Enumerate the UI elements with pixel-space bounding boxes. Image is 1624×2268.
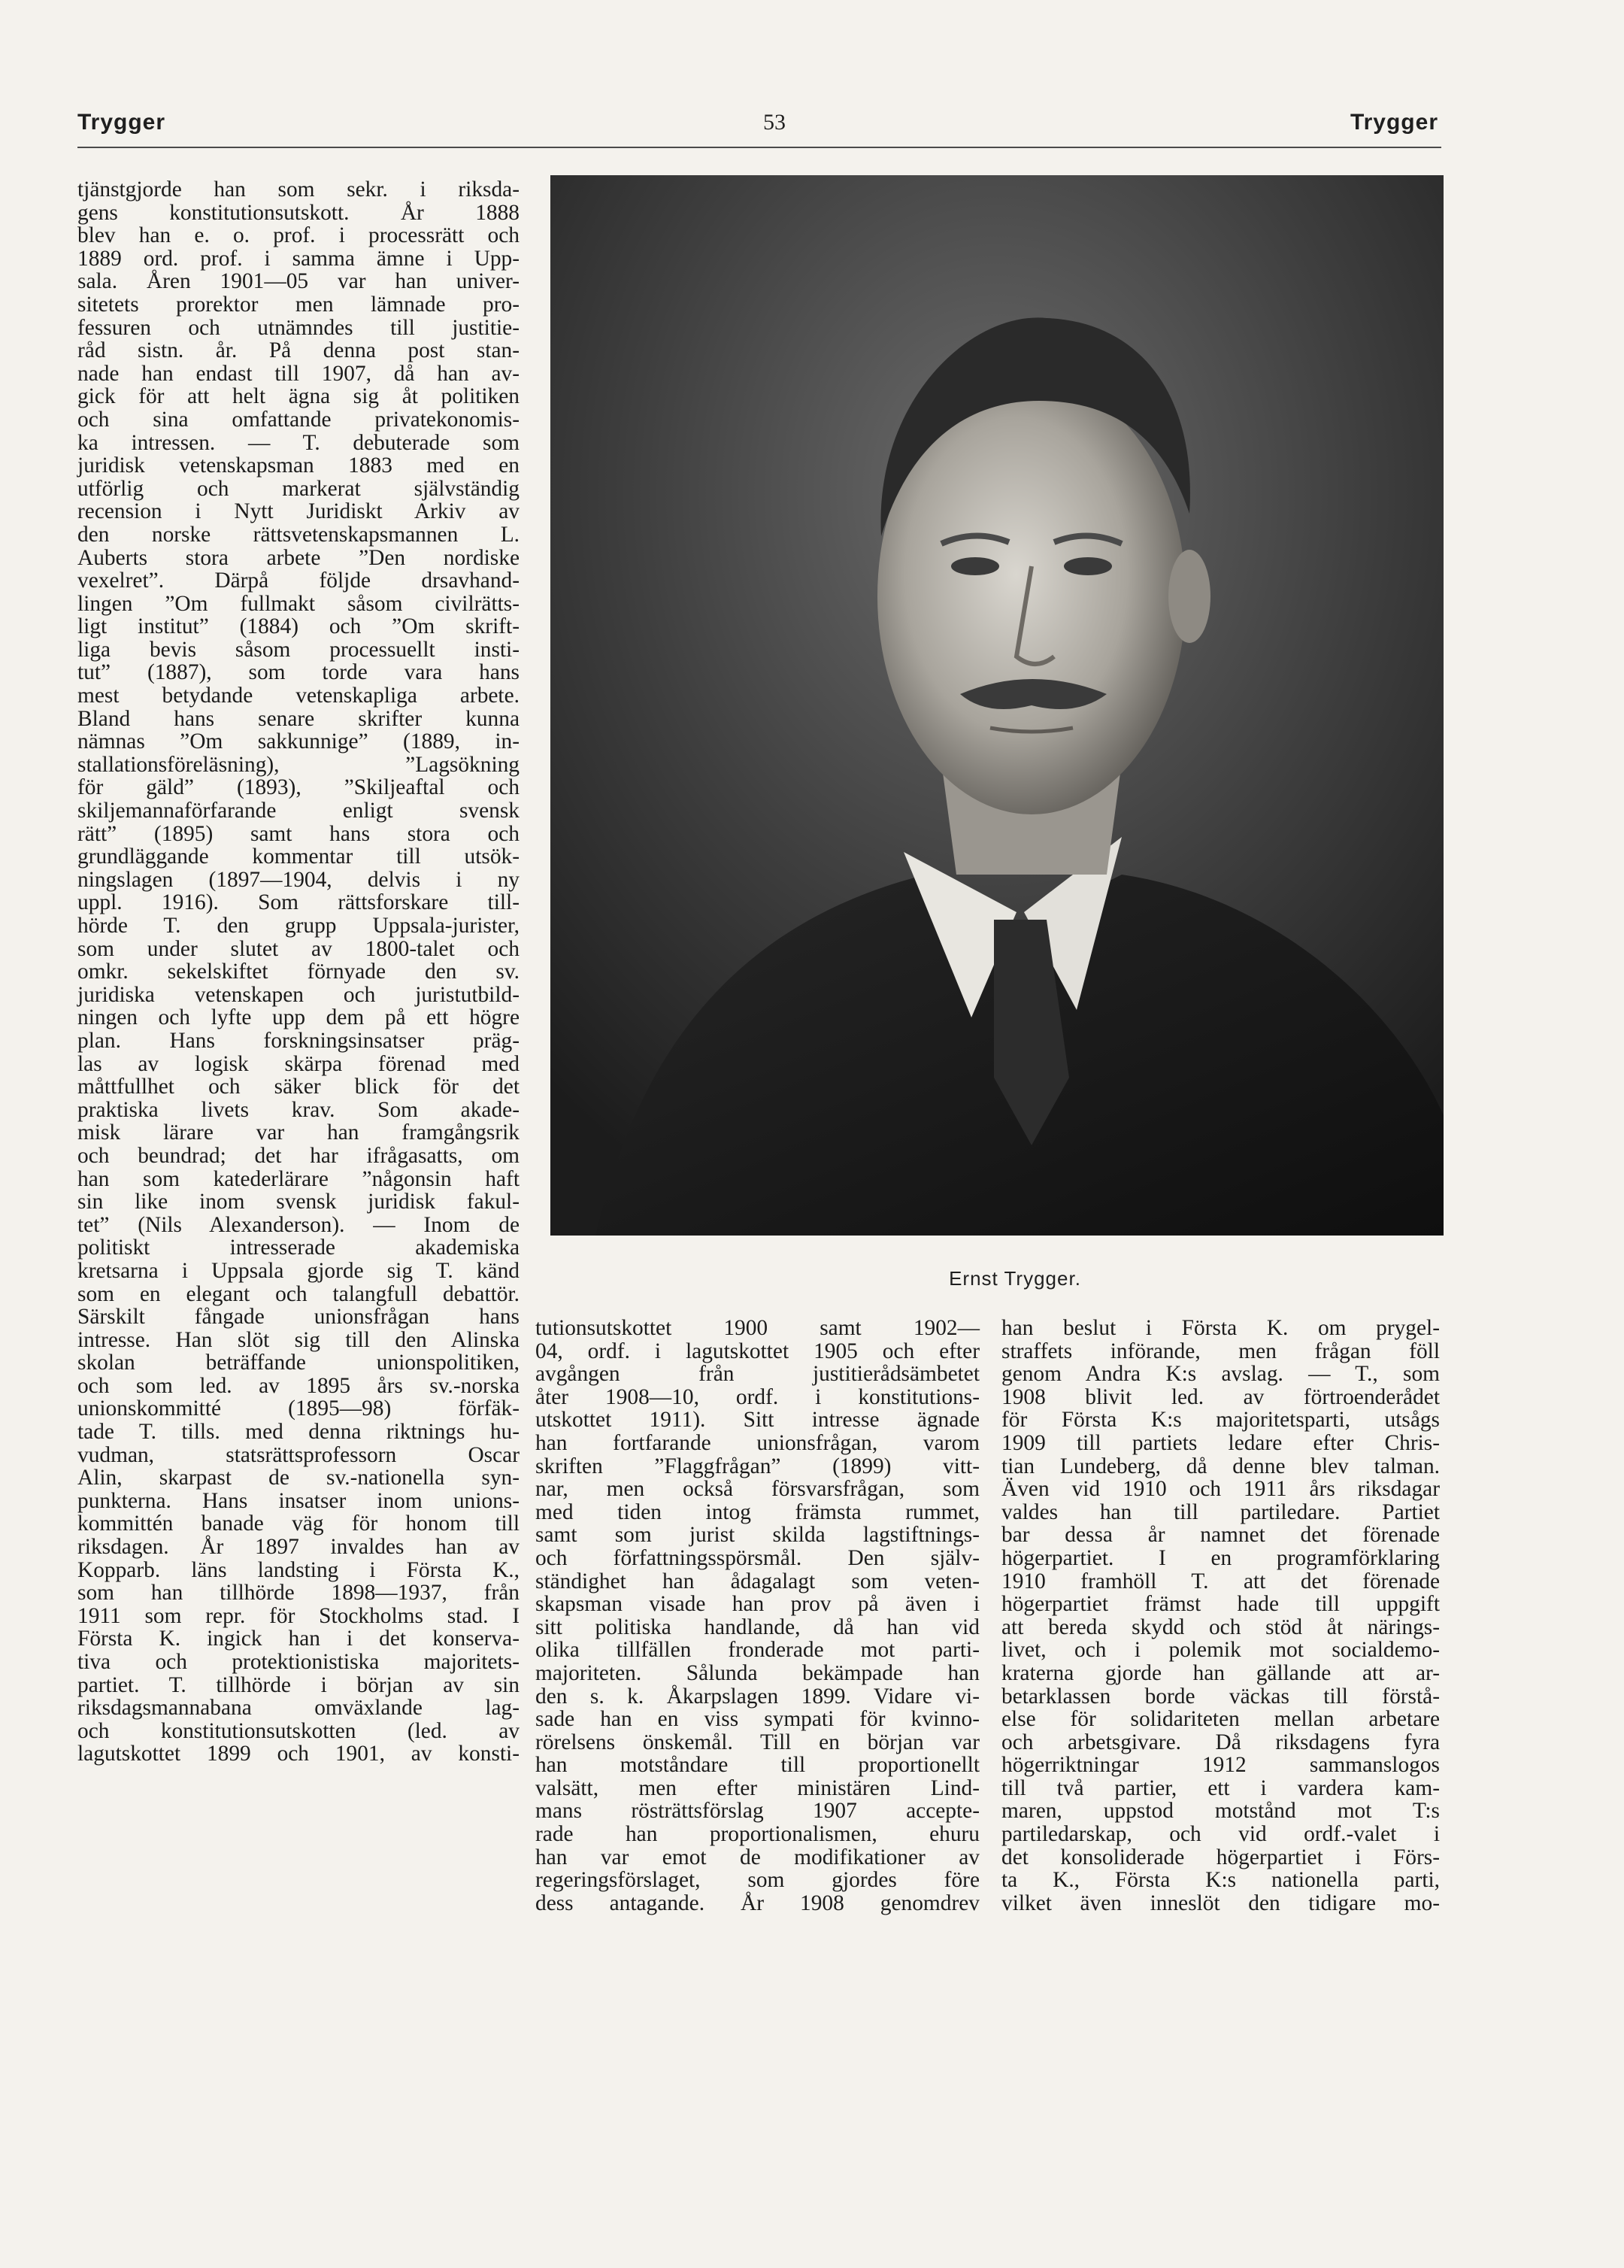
text-line: nar, men också försvarsfrågan, som [535,1477,980,1502]
text-line: han var emot de modifikationer av [535,1845,980,1869]
text-line: liga bevis såsom processuellt insti- [77,637,520,662]
portrait-photo [550,175,1444,1236]
text-line: dess antagande. År 1908 genomdrev [535,1891,980,1915]
text-line: måttfullhet och säker blick för det [77,1075,520,1099]
text-line: Särskilt fångade unionsfrågan hans [77,1305,520,1330]
text-line: samt som jurist skilda lagstiftnings- [535,1523,980,1548]
text-line: tade T. tills. med denna riktnings hu- [77,1420,520,1445]
text-line: lagutskottet 1899 och 1901, av konsti- [77,1742,520,1766]
text-line: högerpartiet. I en programförklaring [1001,1545,1440,1570]
text-line: han fortfarande unionsfrågan, varom [535,1430,980,1455]
text-line: ningslagen (1897—1904, delvis i ny [77,867,520,892]
header-rule [77,147,1441,148]
text-line: utförlig och markerat självständig [77,476,520,501]
text-line: recension i Nytt Juridiskt Arkiv av [77,499,520,524]
text-line: kraterna gjorde han gällande att ar- [1001,1660,1440,1685]
text-line: skapsman visade han prov på även i [535,1592,980,1617]
text-line: att bereda skydd och stöd åt närings- [1001,1615,1440,1639]
text-line: och som led. av 1895 års sv.-norska [77,1373,520,1398]
text-line: nämnas ”Om sakkunnige” (1889, in- [77,729,520,754]
text-line: straffets införande, men frågan föll [1001,1339,1440,1363]
text-line: skriften ”Flaggfrågan” (1899) vitt- [535,1454,980,1478]
page-number: 53 [763,110,786,135]
text-line: och arbetsgivare. Då riksdagens fyra [1001,1730,1440,1754]
text-line: else för solidariteten mellan arbetare [1001,1707,1440,1732]
text-line: mans rösträttsförslag 1907 accepte- [535,1799,980,1824]
text-line: praktiska livets krav. Som akade- [77,1097,520,1122]
text-line: han som katederlärare ”någonsin haft [77,1166,520,1191]
text-line: utskottet 1911). Sitt intresse ägnade [535,1408,980,1433]
text-line: ligt institut” (1884) och ”Om skrift- [77,614,520,639]
text-line: 1910 framhöll T. att det förenade [1001,1569,1440,1593]
text-line: punkterna. Hans insatser inom unions- [77,1488,520,1513]
text-line: som under slutet av 1800-talet och [77,936,520,961]
text-line: och beundrad; det har ifrågasatts, om [77,1143,520,1168]
text-line: bar dessa år namnet det förenade [1001,1523,1440,1548]
text-line: och sina omfattande privatekonomis- [77,407,520,432]
text-line: tian Lundeberg, då denne blev talman. [1001,1454,1440,1478]
text-line: ka intressen. — T. debuterade som [77,430,520,455]
text-line: ningen och lyfte upp dem på ett högre [77,1005,520,1030]
text-line: livet, och i polemik mot socialdemo- [1001,1638,1440,1663]
text-line: och författningsspörsmål. Den själv- [535,1545,980,1570]
text-line: 04, ordf. i lagutskottet 1905 och efter [535,1339,980,1363]
text-line: råd sistn. år. På denna post stan- [77,338,520,363]
text-line: riksdagen. År 1897 invaldes han av [77,1535,520,1560]
text-line: plan. Hans forskningsinsatser präg- [77,1028,520,1053]
text-line: tjänstgjorde han som sekr. i riksda- [77,177,520,202]
text-line: juridisk vetenskapsman 1883 med en [77,453,520,478]
text-line: tet” (Nils Alexanderson). — Inom de [77,1212,520,1237]
text-line: rätt” (1895) samt hans stora och [77,821,520,846]
text-line: regeringsförslaget, som gjordes före [535,1868,980,1893]
text-line: unionskommitté (1895—98) förfäk- [77,1396,520,1421]
text-line: genom Andra K:s avslag. — T., som [1001,1362,1440,1387]
text-line: 1911 som repr. för Stockholms stad. I [77,1603,520,1628]
text-line: han beslut i Första K. om prygel- [1001,1316,1440,1340]
text-line: valsätt, men efter ministären Lind- [535,1775,980,1800]
text-line: sade han en viss sympati för kvinno- [535,1707,980,1732]
text-line: vudman, statsrättsprofessorn Oscar [77,1442,520,1467]
text-line: gens konstitutionsutskott. År 1888 [77,200,520,225]
text-line: grundläggande kommentar till utsök- [77,844,520,869]
text-line: åter 1908—10, ordf. i konstitutions- [535,1384,980,1409]
text-line: 1889 ord. prof. i samma ämne i Upp- [77,246,520,271]
text-line: blev han e. o. prof. i processrätt och [77,223,520,248]
text-line: nade han endast till 1907, då han av- [77,361,520,386]
text-line: som en elegant och talangfull debattör. [77,1281,520,1306]
text-line: kommittén banade väg för honom till [77,1511,520,1536]
text-line: och konstitutionsutskotten (led. av [77,1718,520,1743]
text-line: hörde T. den grupp Uppsala-jurister, [77,914,520,938]
text-line: rade han proportionalismen, ehuru [535,1822,980,1847]
text-line: vilket även inneslöt den tidigare mo- [1001,1891,1440,1915]
text-line: kretsarna i Uppsala gjorde sig T. känd [77,1258,520,1283]
text-line: partiledarskap, och vid ordf.-valet i [1001,1822,1440,1847]
text-line: fessuren och utnämndes till justitie- [77,315,520,340]
text-line: gick för att helt ägna sig åt politiken [77,384,520,409]
text-line: uppl. 1916). Som rättsforskare till- [77,890,520,915]
text-line: ständighet han ådagalagt som veten- [535,1569,980,1593]
text-line: högerpartiet främst hade till uppgift [1001,1592,1440,1617]
text-line: högerriktningar 1912 sammanslogos [1001,1753,1440,1778]
text-line: majoriteten. Sålunda bekämpade han [535,1660,980,1685]
text-column-left [77,178,520,1766]
text-line: det konsoliderade högerpartiet i Förs- [1001,1845,1440,1869]
text-line: tutionsutskottet 1900 samt 1902— [535,1316,980,1340]
text-line: juridiska vetenskapen och juristutbild- [77,982,520,1007]
text-line: den s. k. Åkarpslagen 1899. Vidare vi- [535,1684,980,1709]
text-line: Auberts stora arbete ”Den nordiske [77,545,520,570]
text-line: Första K. ingick han i det konserva- [77,1627,520,1651]
text-column-middle [535,1317,980,1915]
text-line: maren, uppstod motstånd mot T:s [1001,1799,1440,1824]
text-line: tiva och protektionistiska majoritets- [77,1650,520,1674]
text-line: lingen ”Om fullmakt såsom civilrätts- [77,591,520,616]
text-line: ta K., Första K:s nationella parti, [1001,1868,1440,1893]
text-line: han motståndare till proportionellt [535,1753,980,1778]
text-line: Alin, skarpast de sv.-nationella syn- [77,1466,520,1490]
text-line: avgången från justitierådsämbetet [535,1362,980,1387]
text-line: den norske rättsvetenskapsmannen L. [77,522,520,547]
text-line: valdes han till partiledare. Partiet [1001,1499,1440,1524]
text-line: till två partier, ett i vardera kam- [1001,1775,1440,1800]
text-line: mest betydande vetenskapliga arbete. [77,684,520,708]
text-line: stallationsföreläsning), ”Lagsökning [77,752,520,777]
text-line: rörelsens önskemål. Till en början var [535,1730,980,1754]
text-line: skolan beträffande unionspolitiken, [77,1351,520,1375]
text-line: intresse. Han slöt sig till den Alinska [77,1327,520,1352]
text-line: partiet. T. tillhörde i början av sin [77,1672,520,1697]
text-line: som han tillhörde 1898—1937, från [77,1581,520,1605]
text-line: sitt politiska handlande, då han vid [535,1615,980,1639]
text-line: vexelret”. Därpå följde drsavhand- [77,569,520,593]
text-line: Bland hans senare skrifter kunna [77,706,520,731]
text-line: för Första K:s majoritetsparti, utsågs [1001,1408,1440,1433]
text-line: sala. Åren 1901—05 var han univer- [77,269,520,294]
text-line: Även vid 1910 och 1911 års riksdagar [1001,1477,1440,1502]
text-line: omkr. sekelskiftet förnyade den sv. [77,960,520,984]
text-line: tut” (1887), som torde vara hans [77,660,520,685]
running-header-left: Trygger [77,110,166,135]
text-line: sitetets prorektor men lämnade pro- [77,292,520,317]
text-line: för gäld” (1893), ”Skiljeaftal och [77,775,520,800]
text-line: skiljemannaförfarande enligt svensk [77,799,520,823]
photo-caption: Ernst Trygger. [949,1267,1081,1290]
text-line: misk lärare var han framgångsrik [77,1120,520,1145]
text-line: Kopparb. läns landsting i Första K., [77,1557,520,1582]
text-line: riksdagsmannabana omväxlande lag- [77,1696,520,1721]
text-line: sin like inom svensk juridisk fakul- [77,1190,520,1214]
text-line: 1908 blivit led. av förtroenderådet [1001,1384,1440,1409]
running-header-right: Trygger [1350,110,1438,135]
text-line: olika tillfällen fronderade mot parti- [535,1638,980,1663]
text-line: 1909 till partiets ledare efter Chris- [1001,1430,1440,1455]
text-line: politiskt intresserade akademiska [77,1236,520,1260]
text-line: betarklassen borde väckas till förstå- [1001,1684,1440,1709]
text-line: las av logisk skärpa förenad med [77,1051,520,1076]
text-column-right [1001,1317,1440,1915]
text-line: med tiden intog främsta rummet, [535,1499,980,1524]
